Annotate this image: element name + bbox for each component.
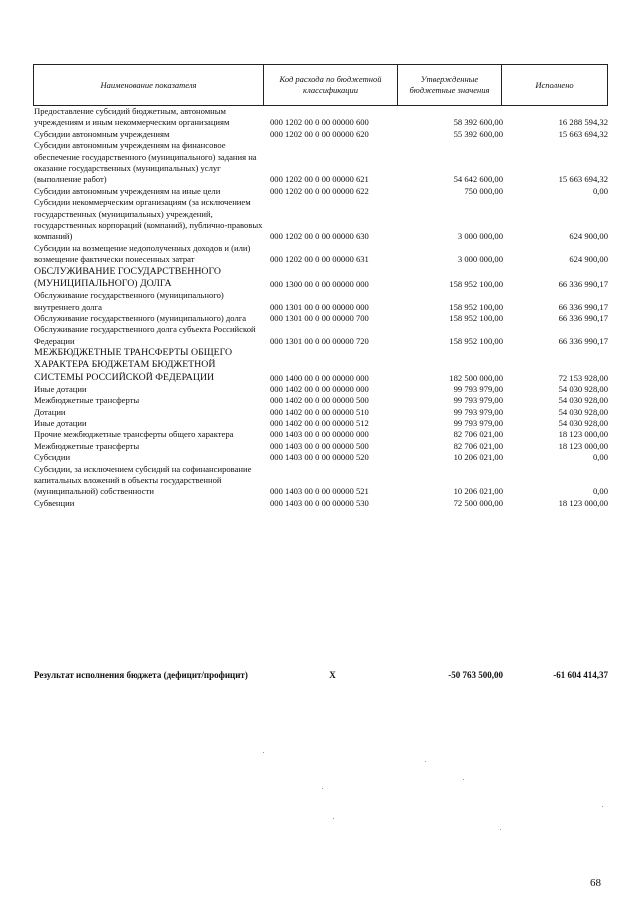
table-row <box>33 384 608 395</box>
row-code: 000 1402 00 0 00 00000 000 <box>270 383 369 394</box>
result-name: Результат исполнения бюджета (дефицит/профицит) <box>34 670 248 680</box>
row-approved: 99 793 979,00 <box>453 417 503 428</box>
row-name: Субсидии некоммерческим организациям (за исключением государственных (муниципальных) учреждений, государственных корпораций (компаний), публично-правовых компаний) <box>34 197 263 242</box>
row-executed: 624 900,00 <box>569 254 608 265</box>
row-code: 000 1402 00 0 00 00000 512 <box>270 417 369 428</box>
row-approved: 3 000 000,00 <box>457 254 503 265</box>
table-row <box>33 290 608 313</box>
row-executed: 54 030 928,00 <box>558 406 608 417</box>
row-name: Субсидии автономным учреждениям <box>34 128 170 139</box>
row-approved: 82 706 021,00 <box>453 429 503 440</box>
table-row <box>33 266 608 290</box>
scan-speck <box>263 752 264 753</box>
row-name: Субсидии <box>34 452 71 463</box>
row-code: 000 1300 00 0 00 00000 000 <box>270 278 369 289</box>
row-executed: 54 030 928,00 <box>558 395 608 406</box>
row-code: 000 1403 00 0 00 00000 500 <box>270 440 369 451</box>
table-row <box>33 464 608 498</box>
row-name: Межбюджетные трансферты <box>34 395 140 406</box>
row-code: 000 1403 00 0 00 00000 521 <box>270 486 369 497</box>
row-name: ОБСЛУЖИВАНИЕ ГОСУДАРСТВЕННОГО (МУНИЦИПАЛЬНОГО) ДОЛГА <box>34 265 221 289</box>
row-approved: 99 793 979,00 <box>453 383 503 394</box>
row-executed: 15 663 694,32 <box>558 174 608 185</box>
row-name: Прочие межбюджетные трансферты общего характера <box>34 429 234 440</box>
row-approved: 55 392 600,00 <box>453 128 503 139</box>
row-approved: 82 706 021,00 <box>453 440 503 451</box>
row-approved: 99 793 979,00 <box>453 406 503 417</box>
row-name: Иные дотации <box>34 417 87 428</box>
row-name: Дотации <box>34 406 66 417</box>
scan-speck <box>463 779 464 780</box>
row-name: Обслуживание государственного (муниципального) внутреннего долга <box>34 290 224 312</box>
row-code: 000 1202 00 0 00 00000 600 <box>270 117 369 128</box>
table-row <box>33 313 608 324</box>
table-row <box>33 441 608 452</box>
row-code: 000 1202 00 0 00 00000 620 <box>270 128 369 139</box>
row-executed: 18 123 000,00 <box>558 497 608 508</box>
row-code: 000 1400 00 0 00 00000 000 <box>270 372 369 383</box>
table-row <box>33 106 608 129</box>
table-body <box>33 106 608 509</box>
row-code: 000 1403 00 0 00 00000 520 <box>270 452 369 463</box>
table-row <box>33 140 608 186</box>
table-row <box>33 186 608 197</box>
result-executed: -61 604 414,37 <box>553 670 608 680</box>
row-code: 000 1301 00 0 00 00000 720 <box>270 335 369 346</box>
scan-speck <box>500 829 501 830</box>
row-approved: 750 000,00 <box>464 185 503 196</box>
row-code: 000 1301 00 0 00 00000 700 <box>270 312 369 323</box>
row-approved: 72 500 000,00 <box>453 497 503 508</box>
row-executed: 66 336 990,17 <box>558 335 608 346</box>
table-row <box>33 129 608 140</box>
row-name: Предоставление субсидий бюджетным, автономным учреждениям и иным некоммерческим организациям <box>34 106 230 128</box>
header-code: Код расхода по бюджетной классификации <box>264 65 398 105</box>
row-name: Межбюджетные трансферты <box>34 440 140 451</box>
row-name: МЕЖБЮДЖЕТНЫЕ ТРАНСФЕРТЫ ОБЩЕГО ХАРАКТЕРА БЮДЖЕТАМ БЮДЖЕТНОЙ СИСТЕМЫ РОССИЙСКОЙ ФЕДЕРАЦИИ <box>34 347 233 383</box>
result-row <box>33 669 608 681</box>
row-executed: 54 030 928,00 <box>558 383 608 394</box>
row-executed: 0,00 <box>592 486 608 497</box>
table-row <box>33 407 608 418</box>
table-row <box>33 498 608 509</box>
result-approved: -50 763 500,00 <box>448 670 503 680</box>
row-executed: 0,00 <box>592 185 608 196</box>
table-row <box>33 347 608 384</box>
row-code: 000 1202 00 0 00 00000 622 <box>270 185 369 196</box>
table-row <box>33 197 608 243</box>
header-name: Наименование показателя <box>34 65 264 105</box>
row-code: 000 1202 00 0 00 00000 630 <box>270 231 369 242</box>
row-approved: 158 952 100,00 <box>449 335 503 346</box>
row-name: Иные дотации <box>34 383 87 394</box>
row-approved: 54 642 600,00 <box>453 174 503 185</box>
table-row <box>33 452 608 463</box>
row-name: Субсидии, за исключением субсидий на софинансирование капитальных вложений в объекты государственной (муниципальной) собственности <box>34 463 252 497</box>
row-executed: 624 900,00 <box>569 231 608 242</box>
row-code: 000 1402 00 0 00 00000 510 <box>270 406 369 417</box>
result-code: X <box>329 670 336 680</box>
row-name: Субвенции <box>34 497 75 508</box>
row-executed: 66 336 990,17 <box>558 278 608 289</box>
row-name: Субсидии автономным учреждениям на финансовое обеспечение государственного (муниципального) задания на оказание государственных (муниципальных) услуг (выполнение работ) <box>34 140 257 185</box>
table-row <box>33 418 608 429</box>
row-executed: 15 663 694,32 <box>558 128 608 139</box>
row-executed: 72 153 928,00 <box>558 372 608 383</box>
header-approved: Утвержденные бюджетные значения <box>398 65 502 105</box>
row-executed: 66 336 990,17 <box>558 312 608 323</box>
page-number: 68 <box>590 877 601 889</box>
row-approved: 158 952 100,00 <box>449 312 503 323</box>
table-row <box>33 395 608 406</box>
row-name: Субсидии автономным учреждениям на иные цели <box>34 185 221 196</box>
row-executed: 66 336 990,17 <box>558 301 608 312</box>
header-executed: Исполнено <box>535 79 574 90</box>
row-code: 000 1403 00 0 00 00000 000 <box>270 429 369 440</box>
row-approved: 158 952 100,00 <box>449 301 503 312</box>
row-executed: 18 123 000,00 <box>558 429 608 440</box>
row-approved: 3 000 000,00 <box>457 231 503 242</box>
row-executed: 54 030 928,00 <box>558 417 608 428</box>
row-approved: 182 500 000,00 <box>449 372 503 383</box>
table-header <box>33 64 608 106</box>
row-approved: 99 793 979,00 <box>453 395 503 406</box>
row-approved: 158 952 100,00 <box>449 278 503 289</box>
row-approved: 58 392 600,00 <box>453 117 503 128</box>
row-executed: 18 123 000,00 <box>558 440 608 451</box>
row-approved: 10 206 021,00 <box>453 486 503 497</box>
row-code: 000 1202 00 0 00 00000 631 <box>270 254 369 265</box>
table-row <box>33 429 608 440</box>
table-row <box>33 324 608 347</box>
row-code: 000 1403 00 0 00 00000 530 <box>270 497 369 508</box>
scan-speck <box>333 818 334 819</box>
row-code: 000 1202 00 0 00 00000 621 <box>270 174 369 185</box>
table-row <box>33 243 608 266</box>
row-code: 000 1301 00 0 00 00000 000 <box>270 301 369 312</box>
row-executed: 16 288 594,32 <box>558 117 608 128</box>
scan-speck <box>322 788 323 789</box>
row-approved: 10 206 021,00 <box>453 452 503 463</box>
row-executed: 0,00 <box>592 452 608 463</box>
scan-speck <box>602 806 603 807</box>
row-name: Обслуживание государственного долга субъекта Российской Федерации <box>34 324 256 346</box>
row-name: Субсидии на возмещение недополученных доходов и (или) возмещение фактически понесенных затрат <box>34 242 251 265</box>
scan-speck <box>425 761 426 762</box>
row-name: Обслуживание государственного (муниципального) долга <box>34 312 247 323</box>
row-code: 000 1402 00 0 00 00000 500 <box>270 395 369 406</box>
